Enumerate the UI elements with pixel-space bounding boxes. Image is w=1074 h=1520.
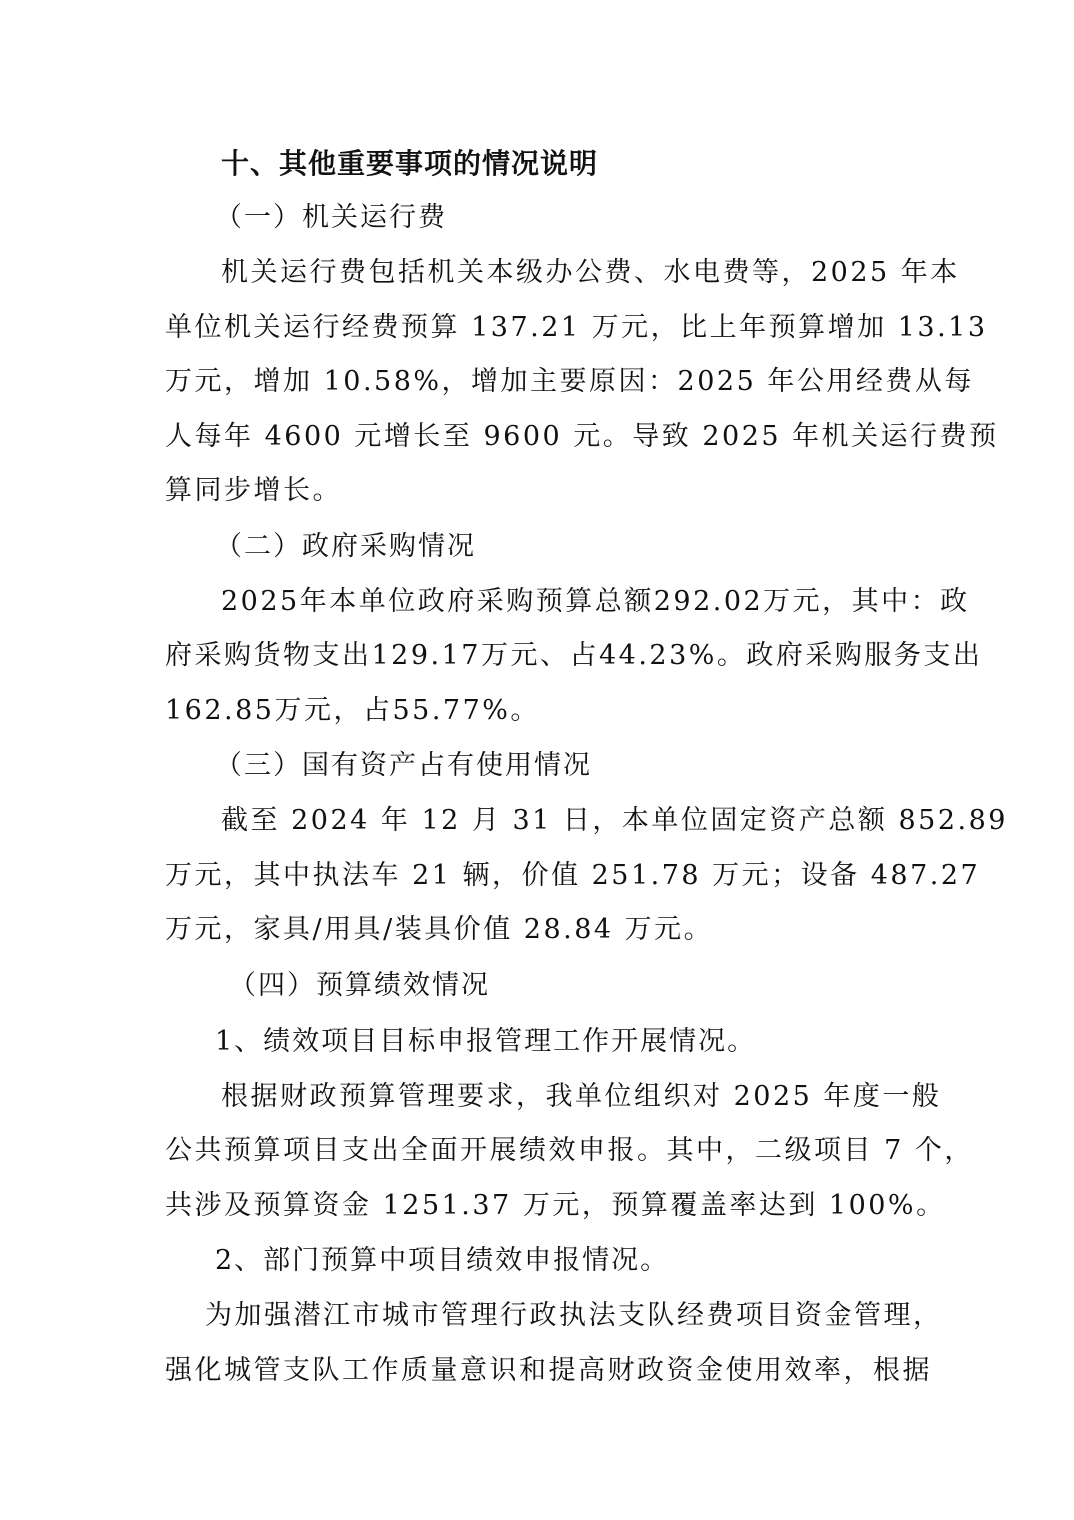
paragraph-line: 府采购货物支出129.17万元、占44.23%。政府采购服务支出 — [165, 640, 983, 671]
paragraph-line: 根据财政预算管理要求，我单位组织对 2025 年度一般 — [221, 1080, 942, 1112]
paragraph-line: 万元，增加 10.58%，增加主要原因：2025 年公用经费从每 — [165, 366, 974, 397]
paragraph-line: 2025年本单位政府采购预算总额292.02万元，其中：政 — [221, 585, 970, 617]
sub-item-title-2: 2、部门预算中项目绩效申报情况。 — [215, 1245, 670, 1276]
paragraph-line: 单位机关运行经费预算 137.21 万元，比上年预算增加 13.13 — [165, 311, 988, 343]
subsection-title-3: （三）国有资产占有使用情况 — [215, 750, 592, 781]
paragraph-line: 公共预算项目支出全面开展绩效申报。其中，二级项目 7 个， — [165, 1135, 974, 1166]
paragraph-4 — [165, 1070, 974, 1234]
paragraph-line: 机关运行费包括机关本级办公费、水电费等，2025 年本 — [221, 257, 960, 288]
subsection-title-4: （四）预算绩效情况 — [229, 969, 490, 1001]
section-heading: 十、其他重要事项的情况说明 — [221, 147, 599, 180]
paragraph-line: 强化城管支队工作质量意识和提高财政资金使用效率，根据 — [165, 1354, 932, 1386]
paragraph-line: 共涉及预算资金 1251.37 万元，预算覆盖率达到 100%。 — [165, 1189, 946, 1221]
paragraph-line: 算同步增长。 — [165, 475, 342, 506]
subsection-title-2: （二）政府采购情况 — [215, 530, 476, 562]
paragraph-line: 162.85万元，占55.77%。 — [165, 694, 540, 726]
paragraph-line: 截至 2024 年 12 月 31 日，本单位固定资产总额 852.89 — [221, 805, 1008, 836]
sub-item-title-1: 1、绩效项目目标申报管理工作开展情况。 — [215, 1025, 757, 1057]
document-page — [165, 138, 1008, 1398]
paragraph-3 — [165, 794, 1008, 958]
paragraph-line: 人每年 4600 元增长至 9600 元。导致 2025 年机关运行费预 — [165, 420, 999, 452]
paragraph-line: 万元，家具/用具/装具价值 28.84 万元。 — [165, 914, 714, 945]
paragraph-5 — [165, 1289, 943, 1398]
paragraph-2 — [165, 575, 983, 739]
paragraph-line: 为加强潜江市城市管理行政执法支队经费项目资金管理， — [205, 1300, 943, 1331]
paragraph-line: 万元，其中执法车 21 辆，价值 251.78 万元；设备 487.27 — [165, 859, 981, 891]
subsection-title-1: （一）机关运行费 — [215, 202, 447, 233]
paragraph-1 — [165, 246, 999, 519]
